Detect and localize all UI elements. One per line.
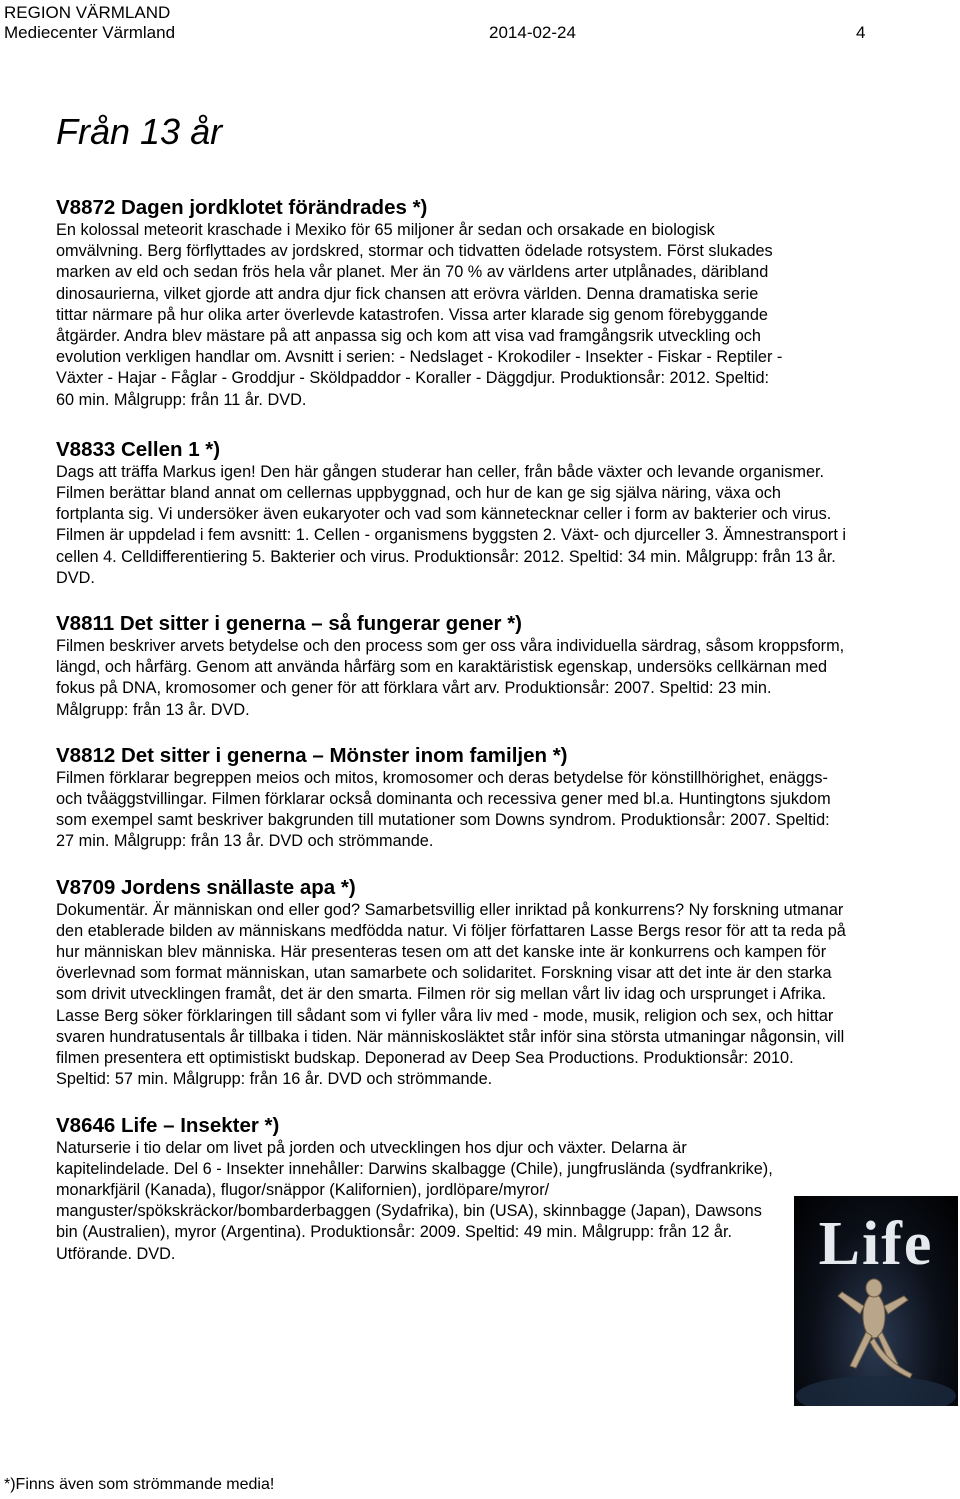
life-cover-artwork <box>794 1196 958 1406</box>
life-cover-image <box>794 1196 958 1406</box>
footer-note: *)Finns även som strömmande media! <box>4 1476 275 1493</box>
header-department: Mediecenter Värmland <box>4 23 176 42</box>
entry-description: En kolossal meteorit kraschade i Mexiko för 65 miljoner år sedan och orsakade en biologisk omvälvning. Berg förflyttades av jordskred, stormar och tidvatten ödelade rotsystem. Först slukades marken av eld och sedan frös hela vår planet. Mer än 70 % av världens arter utplånades, däribland dinosaurierna, vilket gjorde att andra djur fick chansen att erövra världen. Denna dramatiska serie tittar närmare på hur olika arter överlevde katastrofen. Vissa arter klarade sig genom förebyggande åtgärder. Andra blev mästare på att anpassa sig och kom att visa vad framgångsrik utveckling och evolution verkligen handlar om. Avsnitt i serien: - Nedslaget - Krokodiler - Insekter - Fiskar - Reptiler - Växter - Hajar - Fåglar - Groddjur - Sköldpaddor - Koraller - Däggdjur. Produktionsår: 2012. Speltid: 60 min. Målgrupp: från 11 år. DVD. <box>56 221 783 409</box>
life-logo: Life <box>818 1210 934 1278</box>
header-organization: REGION VÄRMLAND <box>4 3 171 22</box>
entry-description: Filmen förklarar begreppen meios och mitos, kromosomer och deras betydelse för könstillhörighet, enäggs- och tvåäggstvillingar. Filmen förklarar också dominanta och recessiva gener med bl.a. Huntingtons sjukdom som exempel samt beskriver bakgrunden till mutationer som Downs syndrom. Produktionsår: 2007. Speltid: 27 min. Målgrupp: från 13 år. DVD och strömmande. <box>56 768 831 851</box>
page-title: Från 13 år <box>56 111 223 152</box>
entry-description: Filmen beskriver arvets betydelse och den process som ger oss våra individuella särdrag, såsom kroppsform, längd, och hårfärg. Genom att använda hårfärg som en karaktäristisk egenskap, undersöks cellkärnan med fokus på DNA, kromosomer och gener för att förklara vårt arv. Produktionsår: 2007. Speltid: 23 min. Målgrupp: från 13 år. DVD. <box>56 637 845 719</box>
entry-title: V8872 Dagen jordklotet förändrades *) <box>56 196 428 219</box>
entry-description: Dokumentär. Är människan ond eller god? Samarbetsvillig eller inriktad på konkurrens? Ny forskning utmanar den etablerade bilden av människans medfödda natur. Vi följer författaren Lasse Bergs resor för att ta reda på hur människan blev människa. Här presenteras tesen om att det kanske inte är konkurrens och kampen för överlevnad som format människan, utan samarbete och solidaritet. Forskning visar att det inte är den starka som drivit utvecklingen framåt, det är den smarta. Filmen rör sig mellan vårt liv idag och ursprunget i Afrika. Lasse Berg söker förklaringen till sådant som vi fyller våra liv med - mode, musik, religion och sex, och hittar svaren hundratusentals år tillbaka i tiden. När människosläktet står inför sina största utmaningar någonsin, vill filmen presentera ett optimistiskt budskap. Deponerad av Deep Sea Productions. Produktionsår: 2010. Speltid: 57 min. Målgrupp: från 16 år. DVD och strömmande. <box>56 900 846 1089</box>
header-date: 2014-02-24 <box>489 23 576 42</box>
entry-title: V8709 Jordens snällaste apa *) <box>56 875 356 899</box>
catalog-entry-v8812 <box>56 744 846 853</box>
catalog-entry-v8872 <box>56 196 846 411</box>
catalog-entry-v8646 <box>56 1114 846 1265</box>
entry-title: V8812 Det sitter i generna – Mönster inom familjen *) <box>56 743 568 767</box>
catalog-entry-v8833 <box>56 438 846 589</box>
entry-title: V8833 Cellen 1 *) <box>56 437 221 461</box>
lizard-icon <box>838 1279 912 1378</box>
page-number: 4 <box>856 23 866 42</box>
catalog-entry-v8709 <box>56 876 846 1091</box>
entry-description: Naturserie i tio delar om livet på jorden och utvecklingen hos djur och växter. Delarna är kapitelindelade. Del 6 - Insekter innehåller: Darwins skalbagge (Chile), jungfrusländа (sydfrankrike), monarkfjäril (Kanada), flugor/snäppor (Kalifornien), jordlöpare/myror/ manguster/spökskräckor/bombarderbaggen (Sydafrika), bin (USA), skinnbagge (Japan), Dawsons bin (Australien), myror (Argentina). Produktionsår: 2009. Speltid: 49 min. Målgrupp: från 12 år. Utförande. DVD. <box>56 1138 773 1263</box>
catalog-entry-v8811 <box>56 612 846 721</box>
entry-title: V8811 Det sitter i generna – så fungerar gener *) <box>56 612 522 636</box>
entry-description: Dags att träffa Markus igen! Den här gången studerar han celler, från både växter och levande organismer. Filmen berättar bland annat om cellernas uppbyggnad, och hur de kan ge sig själva näring, växa och fortplanta sig. Vi undersöker även eukaryoter och vad som kännetecknar celler i form av bakterier och virus. Filmen är uppdelad i fem avsnitt: 1. Cellen - organismens byggsten 2. Växt- och djurceller 3. Ämnestransport i cellen 4. Celldifferentiering 5. Bakterier och virus. Produktionsår: 2012. Speltid: 34 min. Målgrupp: från 13 år. DVD. <box>56 462 847 587</box>
entry-title: V8646 Life – Insekter *) <box>56 1113 280 1137</box>
catalog-content <box>56 196 846 1265</box>
